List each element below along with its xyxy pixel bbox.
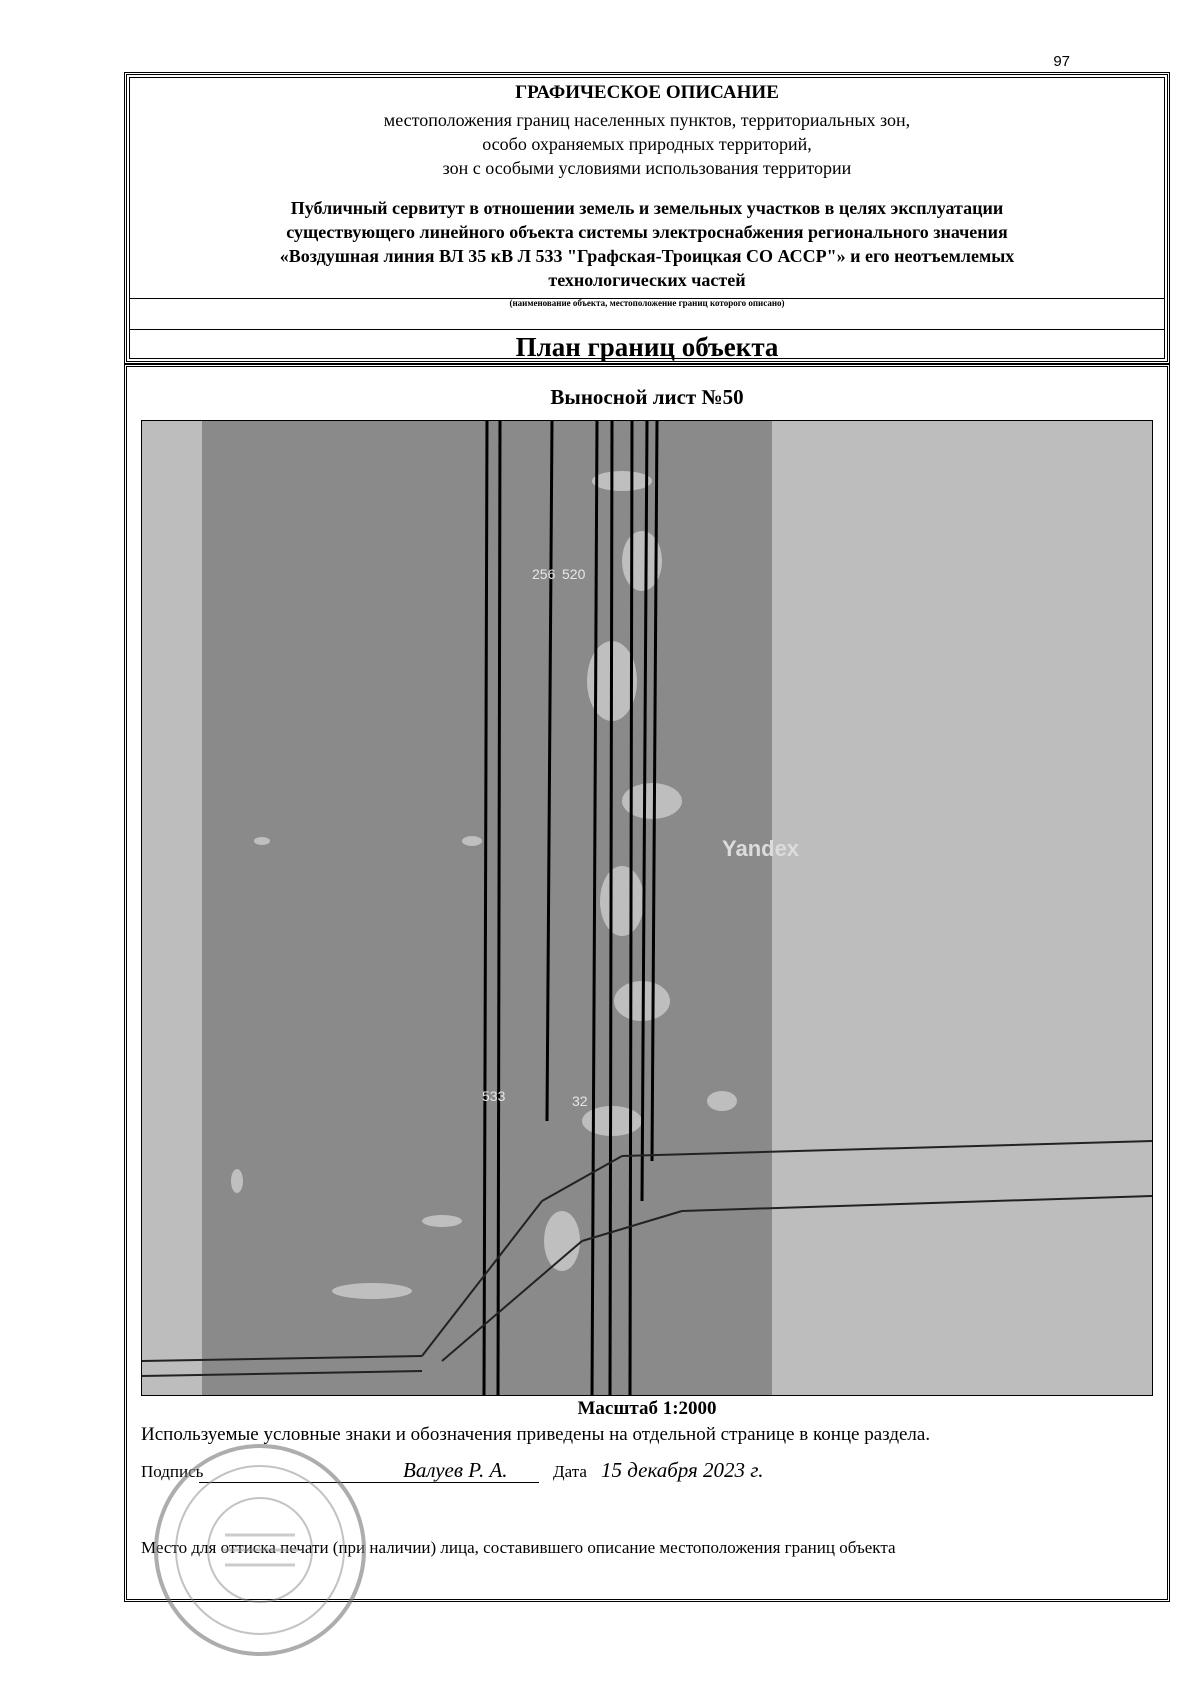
map-label: 520 [562,566,586,582]
header-block [124,72,1170,364]
stamp-seal [150,1440,370,1660]
map-label: 256 [532,566,556,582]
document-subtitle [130,108,1164,180]
document-title: ГРАФИЧЕСКОЕ ОПИСАНИЕ [515,82,779,103]
signer-name: Валуев Р. А. [403,1458,508,1482]
object-line: «Воздушная линия ВЛ 35 кВ Л 533 "Графская-Троицкая СО АССР"» и его неотъемлемых [279,246,1015,266]
stamp-note: Место для оттиска печати (при наличии) лица, составившего описание местоположения границ объекта [141,1538,896,1557]
object-line: существующего линейного объекта системы электроснабжения регионального значения [286,222,1008,242]
date-label: Дата [553,1462,587,1481]
subtitle-line: местоположения границ населенных пунктов, территориальных зон, [383,110,911,130]
map-scale: Масштаб 1:2000 [577,1398,717,1419]
map-image [141,420,1153,1396]
map-label: 32 [572,1093,588,1109]
subtitle-line: особо охраняемых природных территорий, [482,134,812,154]
subtitle-line: зон с особыми условиями использования территории [442,158,852,178]
divider [130,329,1164,330]
map-watermark: Yandex [722,836,800,861]
map-label: 533 [482,1088,506,1104]
object-name [130,196,1164,292]
object-line: технологических частей [548,270,746,290]
object-line: Публичный сервитут в отношении земель и земельных участков в целях эксплуатации [290,198,1004,218]
legend-note: Используемые условные знаки и обозначения приведены на отдельной странице в конце раздела. [141,1424,931,1445]
page-number: 97 [1053,53,1070,70]
object-caption: (наименование объекта, местоположение границ которого описано) [509,298,785,308]
signature-label: Подпись [141,1462,204,1481]
signature-date: 15 декабря 2023 г. [601,1458,764,1482]
sheet-title: Выносной лист №50 [550,385,744,409]
plan-title: План границ объекта [515,332,779,362]
